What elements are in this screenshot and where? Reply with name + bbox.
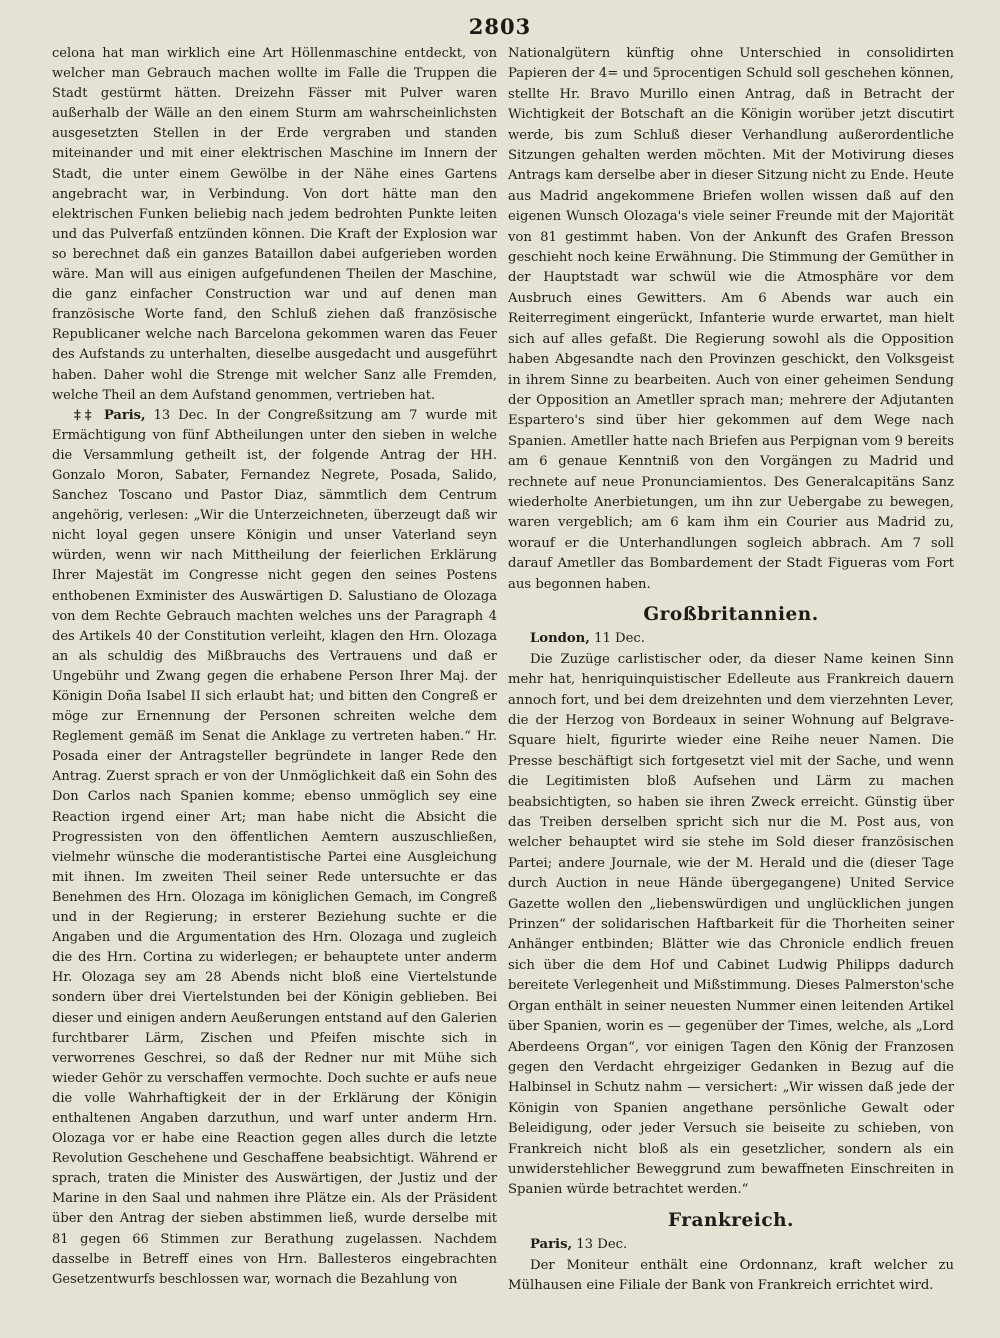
article-paris-body: In der Congreßsitzung am 7 wurde mit Ermächtigung von fünf Abtheilungen unter den sieben in welche die Versammlung getheilt ist, der folgende Antrag der HH. Gonzalo Moron, Sabater, Fernandez Negrete, Posada, Salido, Sanchez Toscano und Pastor Diaz, sämmtlich dem Centrum angehörig, verlesen: „Wir die Unterzeichneten, überzeugt daß wir nicht loyal gegen unsere Königin und unser Vaterland seyn würden, wenn wir nach Mittheilung der feierlichen Erklärung Ihrer Majestät im Congresse nicht gegen den seines Postens enthobenen Exminister des Auswärtigen D. Salustiano de Olozaga von dem Rechte Gebrauch machten welches uns der Paragraph 4 des Artikels 40 der Constitution verleiht, klagen den Hrn. Olozaga an als schuldig des Mißbrauchs des Vertrauens und daß er Ungebühr und Zwang gegen die erhabene Person Ihrer Maj. der Königin Doña Isabel II sich erlaubt hat; und bitten den Congreß er möge zur Ernennung der Personen schreiten welche dem Reglement gemäß im Senat die Anklage zu vertreten haben.“ Hr. Posada einer der Antragsteller begründete in langer Rede den Antrag. Zuerst sprach er von der Unmöglichkeit daß ein Sohn des Don Carlos nach Spanien komme; ebenso unmöglich sey eine Reaction irgend einer Art; man habe nicht die Absicht die Progressisten von den öffentlichen Aemtern auszuschließen, vielmehr wünsche die moderantistische Partei eine Ausgleichung mit ihnen. Im zweiten Theil seiner Rede untersuchte er das Benehmen des Hrn. Olozaga im königlichen Gemach, im Congreß und in der Regierung; in ersterer Beziehung suchte er die Angaben und die Argumentation des Hrn. Olozaga und zugleich die des Hrn. Cortina zu widerlegen; er behauptete unter anderm Hr. Olozaga sey am 28 Abends nicht bloß eine Viertelstunde sondern über drei Viertelstunden bei der Königin geblieben. Bei dieser und einigen andern Aeußerungen entstand auf den Galerien furchtbarer Lärm, Zischen und Pfeifen mischte sich in verworrenes Geschrei, so daß der Redner nur mit Mühe sich wieder Gehör zu verschaffen vermochte. Doch suchte er aufs neue die volle Wahrhaftigkeit der in der Erklärung der Königin enthaltenen Angaben darzuthun, und warf unter anderm Hrn. Olozaga vor er habe eine Reaction gegen alles durch die letzte Revolution Geschehene und Geschaffene beabsichtigt. Während er sprach, traten die Minister des Auswärtigen, der Justiz und der Marine in den Saal und nahmen ihre Plätze ein. Als der Präsident über den Antrag der sieben abstimmen ließ, wurde derselbe mit 81 gegen 66 Stimmen zur Berathung zugelassen. Nachdem dasselbe in Betreff eines von Hrn. Ballesteros eingebrachten Gesetzentwurfs beschlossen war, wornach die Bezahlung von	[52, 407, 497, 1287]
right-column	[508, 44, 954, 1296]
date-paris: 13 Dec.	[153, 407, 208, 423]
article-barcelona-continued: celona hat man wirklich eine Art Höllenmaschine entdeckt, von welcher man Gebrauch machen wollte im Falle die Truppen die Stadt gestürmt hätten. Dreizehn Fässer mit Pulver waren außerhalb der Wälle an den einem Sturm am wahrscheinlichsten ausgesetzten Stellen in der Erde vergraben und standen miteinander und mit einer elektrischen Maschine im Innern der Stadt, die unter einem Gewölbe in der Nähe eines Gartens angebracht war, in Verbindung. Von dort hätte man den elektrischen Funken beliebig nach jedem bedrohten Punkte leiten und das Pulverfaß entzünden können. Die Kraft der Explosion war so berechnet daß ein ganzes Bataillon dabei aufgerieben worden wäre. Man will aus einigen aufgefundenen Theilen der Maschine, die ganz einfacher Construction war und auf denen man französische Worte fand, den Schluß ziehen daß französische Republicaner welche nach Barcelona gekommen waren das Feuer des Aufstands zu unterhalten, dieselbe ausgedacht und ausgeführt haben. Daher wohl die Strenge mit welcher Sanz alle Fremden, welche Theil an dem Aufstand genommen, vertrieben hat.	[52, 46, 497, 403]
dateline-paris-2: Paris,	[530, 1237, 573, 1253]
section-heading-great-britain: Großbritannien.	[643, 603, 819, 625]
article-london-body: Die Zuzüge carlistischer oder, da dieser Name keinen Sinn mehr hat, henriquinquistischer Edelleute aus Frankreich dauern annoch fort, und bei dem dreizehnten und dem vierzehnten Lever, die der Herzog von Bordeaux in seiner Wohnung auf Belgrave-Square hielt, figurirte wieder eine Reihe neuer Namen. Die Presse beschäftigt sich fortgesetzt viel mit der Sache, und wenn die Legitimisten bloß Aufsehen und Lärm zu machen beabsichtigten, so haben sie ihren Zweck erreicht. Günstig über das Treiben derselben spricht sich nur die M. Post aus, von welcher behauptet wird sie stehe im Sold dieser französischen Partei; andere Journale, wie der M. Herald und die (dieser Tage durch Auction in neue Hände übergegangene) United Service Gazette wollen den „liebenswürdigen und unglücklichen jungen Prinzen“ der solidarischen Haftbarkeit für die Thorheiten seiner Anhänger entbinden; Blätter wie das Chronicle endlich freuen sich über die dem Hof und Cabinet Ludwig Philipps dadurch bereitete Verlegenheit und Mißstimmung. Dieses Palmerston'sche Organ enthält in seiner neuesten Nummer einen leitenden Artikel über Spanien, worin es — gegenüber der Times, welche, als „Lord Aberdeens Organ“, vor einigen Tagen den König der Franzosen gegen den Verdacht ehrgeiziger Gedanken in Bezug auf die Halbinsel in Schutz nahm — versichert: „Wir wissen daß jede der Königin von Spanien angethane persönliche Gewalt oder Beleidigung, oder jeder Versuch sie beiseite zu schieben, von Frankreich nicht bloß als ein gesetzlicher, sondern als ein unwiderstehlicher Beweggrund zum bewaffneten Einschreiten in Spanien würde betrachtet werden.“	[508, 651, 954, 1198]
dateline-london: London,	[530, 631, 590, 647]
article-paris-continued: Nationalgütern künftig ohne Unterschied in consolidirten Papieren der 4= und 5procentigen Schuld soll geschehen können, stellte Hr. Bravo Murillo einen Antrag, daß in Betracht der Wichtigkeit der Botschaft an die Königin worüber jetzt discutirt werde, bis zum Schluß dieser Verhandlung außerordentliche Sitzungen gehalten werden möchten. Mit der Motivirung dieses Antrags kam derselbe aber in dieser Sitzung nicht zu Ende. Heute aus Madrid angekommene Briefen wollen wissen daß auf den eigenen Wunsch Olozaga's viele seiner Freunde mit der Majorität von 81 gestimmt haben. Von der Ankunft des Grafen Bresson geschieht noch keine Erwähnung. Die Stimmung der Gemüther in der Hauptstadt war schwül wie die Atmosphäre vor dem Ausbruch eines Gewitters. Am 6 Abends war auch ein Reiterregiment eingerückt, Infanterie wurde erwartet, man hielt sich auf alles gefaßt. Die Regierung sowohl als die Opposition haben Abgesandte nach den Provinzen geschickt, den Volksgeist in ihrem Sinne zu bearbeiten. Auch von einer geheimen Sendung der Opposition an Ametller sprach man; mehrere der Adjutanten Espartero's sind über hier gekommen auf dem Wege nach Spanien. Ametller hatte nach Briefen aus Perpignan vom 9 bereits am 6 genaue Kenntniß von den Vorgängen zu Madrid und rechnete auf neue Pronunciamientos. Des Generalcapitäns Sanz wiederholte Anerbietungen, um ihn zur Uebergabe zu bewegen, waren vergeblich; am 6 kam ihm ein Courier aus Madrid zu, worauf er die Unterhandlungen sogleich abbrach. Am 7 soll darauf Ametller das Bombardement der Stadt Figueras vom Fort aus begonnen haben.	[508, 46, 954, 592]
date-london: 11 Dec.	[594, 631, 645, 647]
article-london-dateline	[508, 629, 954, 649]
page-number: 2803	[468, 14, 532, 39]
dateline-paris: ‡‡ Paris,	[74, 407, 146, 423]
article-paris-congress	[52, 406, 497, 1290]
section-heading-france: Frankreich.	[667, 1209, 794, 1231]
left-column	[52, 44, 497, 1290]
date-paris-2: 13 Dec.	[576, 1237, 628, 1253]
article-paris2-dateline	[508, 1235, 954, 1255]
article-paris2-body: Der Moniteur enthält eine Ordonnanz, kraft welcher zu Mülhausen eine Filiale der Bank von Frankreich errichtet wird.	[508, 1257, 954, 1293]
